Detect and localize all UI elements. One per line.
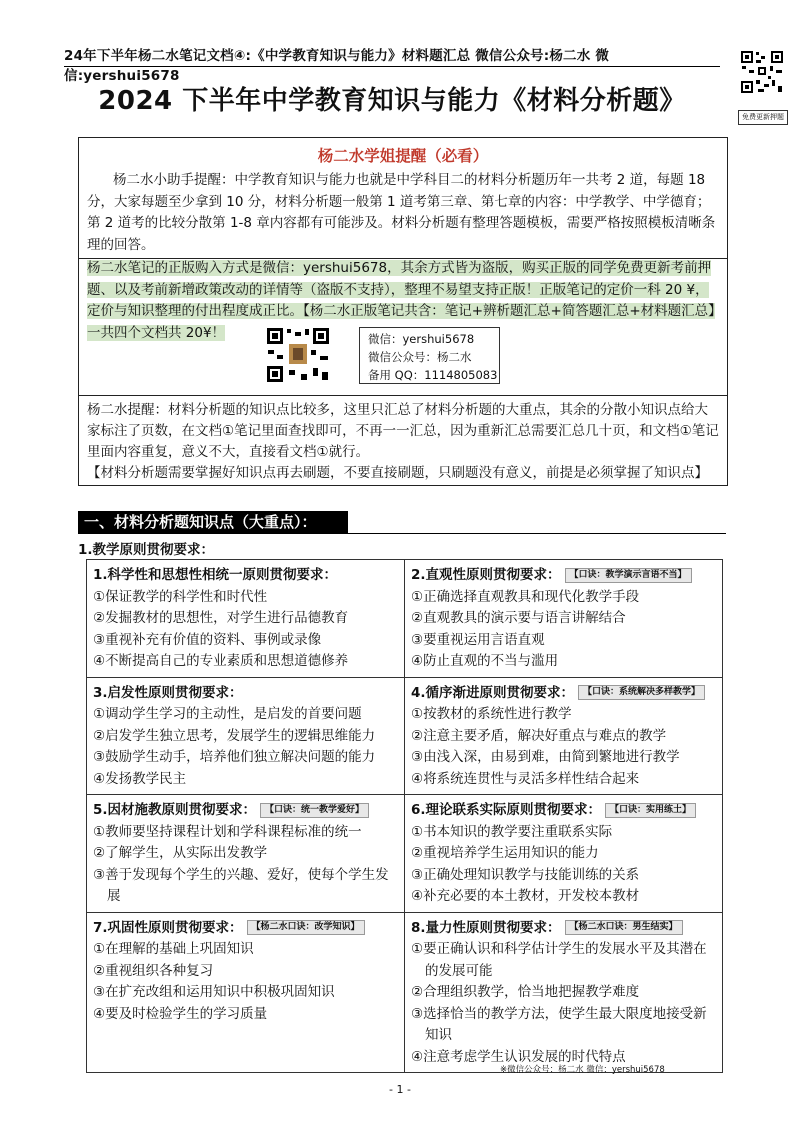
principle-item: ④防止直观的不当与滥用 bbox=[411, 653, 559, 669]
principle-title: 2.直观性原则贯彻要求： bbox=[411, 567, 561, 583]
principle-item: ④发扬教学民主 bbox=[93, 770, 187, 787]
principle-item: ②重视培养学生运用知识的能力 bbox=[411, 845, 599, 861]
subheading: 1.教学原则贯彻要求： bbox=[78, 542, 215, 558]
table-row bbox=[87, 795, 723, 913]
notice-title: 杨二水学姐提醒（必看） bbox=[317, 147, 489, 165]
mnemonic-tag: 【口诀：系统解决多样教学】 bbox=[578, 685, 705, 700]
principle-cell bbox=[405, 912, 723, 1073]
principle-title: 7.巩固性原则贯彻要求： bbox=[93, 919, 243, 936]
principle-cell bbox=[87, 560, 405, 678]
principle-item: ④将系统连贯性与灵活多样性结合起来 bbox=[411, 770, 640, 787]
contact-box bbox=[359, 327, 500, 384]
principle-item: ①调动学生学习的主动性，是启发的首要问题 bbox=[93, 706, 362, 722]
section-heading: 一、材料分析题知识点（大重点）： bbox=[78, 511, 348, 534]
qr-code-icon bbox=[740, 50, 784, 94]
principle-item: ①按教材的系统性进行教学 bbox=[411, 706, 572, 722]
principle-item: ②发掘教材的思想性，对学生进行品德教育 bbox=[93, 610, 349, 626]
principle-item: ①教师要坚持课程计划和学科课程标准的统一 bbox=[93, 823, 362, 840]
page-number: - 1 - bbox=[389, 1083, 411, 1096]
principle-item: ②合理组织教学，恰当地把握教学难度 bbox=[411, 984, 640, 1000]
principle-item: ②直观教具的演示要与语言讲解结合 bbox=[411, 610, 626, 626]
principle-item: ①要正确认识和科学估计学生的发展水平及其潜在的发展可能 bbox=[411, 941, 707, 979]
principle-item: ①正确选择直观教具和现代化教学手段 bbox=[411, 588, 640, 605]
principle-title: 6.理论联系实际原则贯彻要求： bbox=[411, 802, 602, 818]
principle-item: ②了解学生，从实际出发教学 bbox=[93, 845, 268, 861]
header-divider bbox=[64, 66, 720, 67]
principle-cell bbox=[87, 677, 405, 795]
principle-item: ④补充必要的本土教材，开发校本教材 bbox=[411, 888, 640, 904]
principle-item: ②注意主要矛盾，解决好重点与难点的教学 bbox=[411, 727, 667, 744]
contact-official-account: 微信公众号：杨二水 bbox=[368, 350, 472, 364]
principle-cell bbox=[87, 912, 405, 1073]
principle-item: ④注意考虑学生认识发展的时代特点 bbox=[411, 1048, 626, 1065]
principle-item: ④不断提高自己的专业素质和思想道德修养 bbox=[93, 653, 349, 669]
mnemonic-tag: 【口诀：教学演示言语不当】 bbox=[565, 568, 692, 583]
principle-title: 1.科学性和思想性相统一原则贯彻要求： bbox=[93, 567, 338, 583]
notice-warning: 【材料分析题需要掌握好知识点再去刷题，不要直接刷题，只刷题没有意义，前提是必须掌握了知识点】 bbox=[87, 465, 708, 481]
principle-title: 5.因材施教原则贯彻要求： bbox=[93, 802, 257, 818]
mnemonic-tag: 【口诀：实用练土】 bbox=[605, 803, 696, 818]
notice-paragraph-scope bbox=[87, 400, 719, 484]
mnemonic-tag: 【口诀：统一教学爱好】 bbox=[260, 803, 369, 818]
principle-item: ①保证教学的科学性和时代性 bbox=[93, 588, 268, 605]
principles-table bbox=[86, 559, 723, 1073]
principle-item: ④要及时检验学生的学习质量 bbox=[93, 1005, 268, 1022]
principle-item: ③在扩充改组和运用知识中积极巩固知识 bbox=[93, 984, 335, 1000]
table-row bbox=[87, 560, 723, 678]
notice-paragraph-purchase: 杨二水笔记的正版购入方式是微信：yershui5678，其余方式皆为盗版，购买正版的同学免费更新考前押题、以及考前新增政策改动的详情等（盗版不支持），整理不易望支持正版！正版笔记的定价一科 20 ¥，定价与知识整理的付出程度成正比。【杨二水正版笔记共含：笔记+辨析题汇总+简答题汇总+材料题汇总】一共四个文档共 20¥！ bbox=[87, 260, 715, 341]
principle-title: 8.量力性原则贯彻要求： bbox=[411, 919, 561, 936]
notice-divider bbox=[79, 395, 727, 396]
principle-title: 4.循序渐进原则贯彻要求： bbox=[411, 684, 575, 701]
principle-item: ③重视补充有价值的资料、事例或录像 bbox=[93, 631, 322, 648]
principle-cell bbox=[87, 795, 405, 913]
principle-item: ①在理解的基础上巩固知识 bbox=[93, 941, 254, 957]
footer-note: ※微信公众号：杨二水 微信：yershui5678 bbox=[500, 1065, 665, 1075]
qr-caption: 免费更新押题 bbox=[738, 110, 788, 125]
notice-scope-text: 杨二水提醒：材料分析题的知识点比较多，这里只汇总了材料分析题的大重点，其余的分散小知识点给大家标注了页数，在文档①笔记里面查找即可，不再一一汇总，因为重新汇总需要汇总几十页，和文档①笔记里面内容重复，意义不大，直接看文档①就行。 bbox=[87, 402, 719, 460]
notice-paragraph-intro: 杨二水小助手提醒：中学教育知识与能力也就是中学科目二的材料分析题历年一共考 2 道，每题 18 分，大家每题至少拿到 10 分，材料分析题一般第 1 道考第三章、第七章的内容：中学教学、中学德育；第 2 道考的比较分散第 1-8 章内容都有可能涉及。材料分析题有整理答题模板，需要严格按照模板清晰条理的回答。 bbox=[87, 172, 716, 253]
principle-item: ③善于发现每个学生的兴趣、爱好，使每个学生发展 bbox=[93, 866, 389, 904]
principle-item: ③要重视运用言语直观 bbox=[411, 631, 545, 648]
header-line: 24年下半年杨二水笔记文档④:《中学教育知识与能力》材料题汇总 微信公众号:杨二水 微信:yershui5678 bbox=[64, 48, 610, 84]
principle-item: ③鼓励学生动手，培养他们独立解决问题的能力 bbox=[93, 749, 376, 765]
principle-cell bbox=[405, 795, 723, 913]
notice-box bbox=[78, 137, 728, 486]
principle-item: ①书本知识的教学要注重联系实际 bbox=[411, 823, 613, 840]
principle-cell bbox=[405, 560, 723, 678]
table-row bbox=[87, 677, 723, 795]
principle-item: ②重视组织各种复习 bbox=[93, 962, 214, 979]
contact-qq: 备用 QQ：1114805083 bbox=[368, 368, 498, 382]
principle-item: ③由浅入深，由易到难，由简到繁地进行教学 bbox=[411, 749, 680, 765]
contact-wechat: 微信：yershui5678 bbox=[368, 332, 475, 346]
principle-cell bbox=[405, 677, 723, 795]
table-row bbox=[87, 912, 723, 1073]
qr-code-icon bbox=[265, 326, 331, 384]
mnemonic-tag: 【杨二水口诀：改学知识】 bbox=[247, 920, 365, 935]
mnemonic-tag: 【杨二水口诀：男生结实】 bbox=[565, 920, 683, 935]
section-divider bbox=[78, 533, 726, 534]
principle-item: ②启发学生独立思考，发展学生的逻辑思维能力 bbox=[93, 727, 376, 744]
principle-title: 3.启发性原则贯彻要求： bbox=[93, 684, 243, 701]
principle-item: ③正确处理知识教学与技能训练的关系 bbox=[411, 866, 640, 883]
page-title: 2024 下半年中学教育知识与能力《材料分析题》 bbox=[98, 86, 686, 116]
principle-item: ③选择恰当的教学方法，使学生最大限度地接受新知识 bbox=[411, 1005, 707, 1043]
